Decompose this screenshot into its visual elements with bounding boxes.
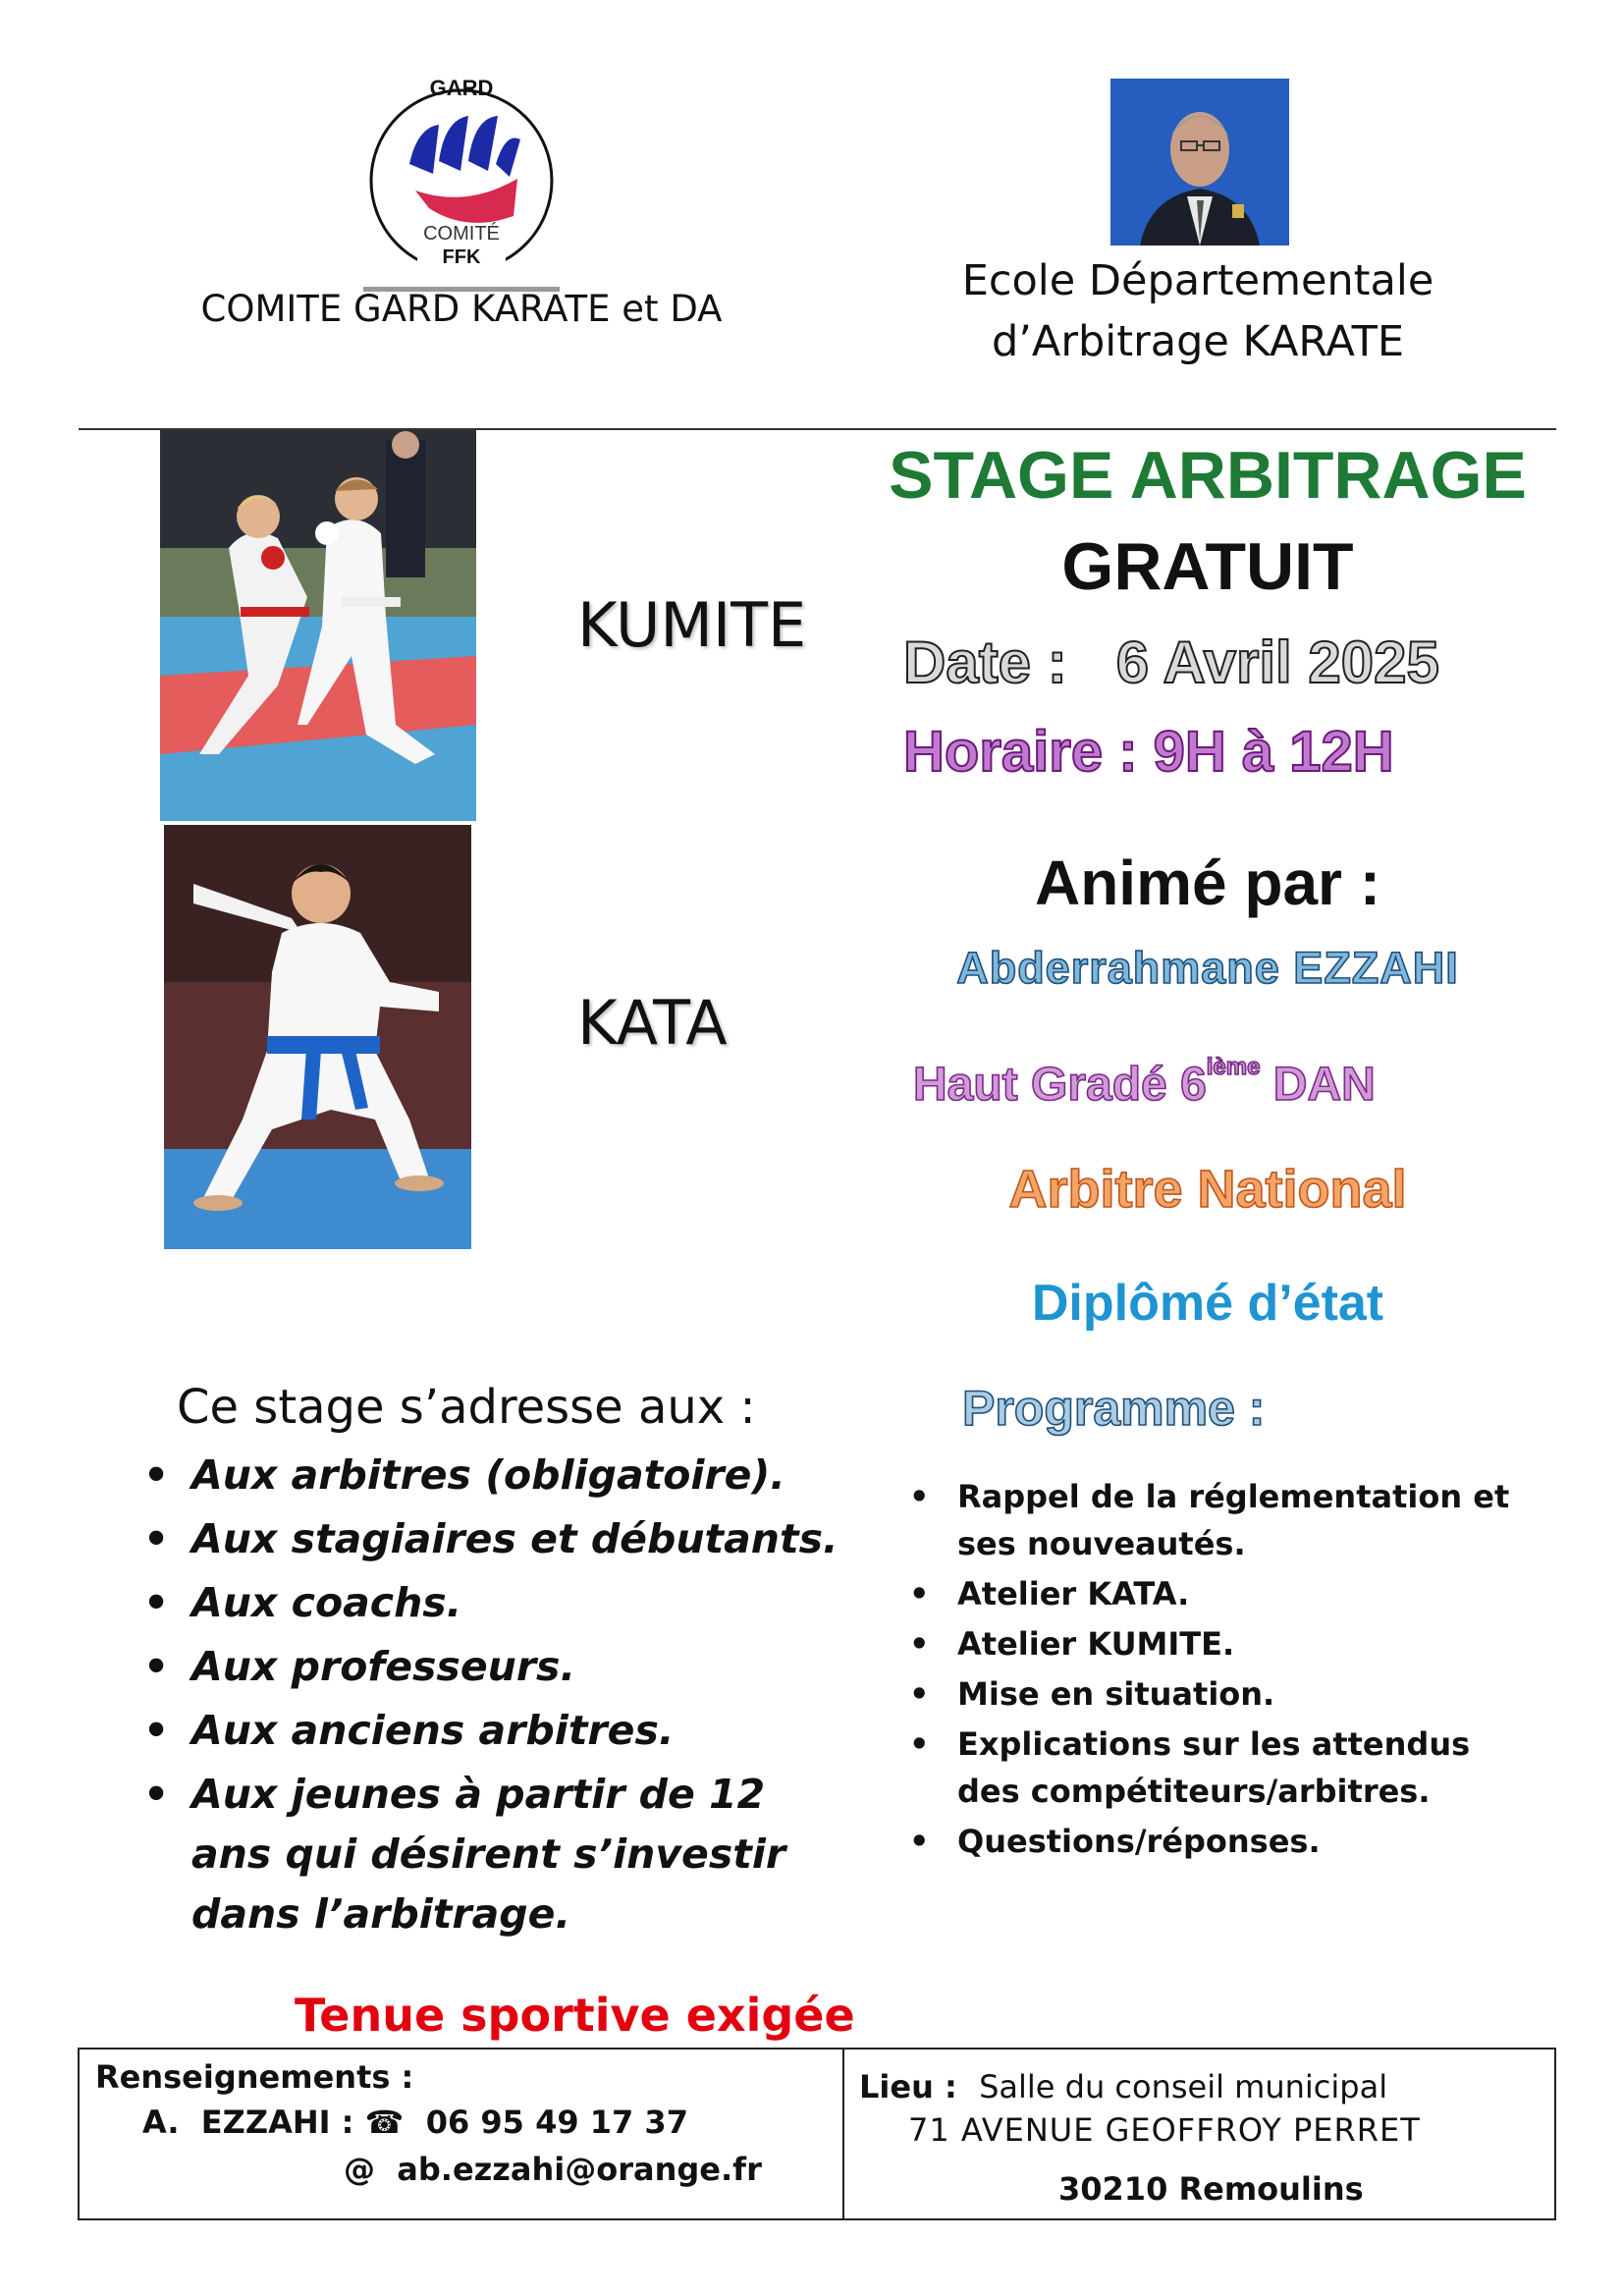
kata-photo (164, 825, 471, 1249)
kumite-photo (160, 430, 476, 821)
programme-item: • Explications sur les attendus des compétiteurs/arbitres. (903, 1721, 1542, 1815)
ecole-name (884, 250, 1512, 372)
info-box-divider (842, 2048, 844, 2220)
contact-name: A. EZZAHI : (142, 2104, 354, 2141)
contact-line (142, 2104, 688, 2141)
place-line (859, 2068, 1387, 2105)
email-icon: @ (344, 2151, 375, 2188)
programme-item: • Atelier KUMITE. (903, 1620, 1542, 1667)
phone-link[interactable]: 06 95 49 17 37 (425, 2104, 688, 2141)
trainer-title: Arbitre National (1008, 1160, 1407, 1219)
info-label: Renseignements : (95, 2058, 414, 2096)
kumite-label: KUMITE (577, 589, 807, 661)
audience-title: Ce stage s’adresse aux : (177, 1380, 756, 1435)
programme-item: • Mise en situation. (903, 1670, 1542, 1718)
programme-item: • Rappel de la réglementation et ses nouveautés. (903, 1473, 1542, 1567)
place-city: 30210 Remoulins (1058, 2170, 1364, 2208)
logo-comite-text: COMITÉ (423, 223, 500, 245)
audience-item: • Aux stagiaires et débutants. (135, 1509, 842, 1569)
date-value: 6 Avril 2025 (1115, 629, 1439, 695)
trainer-grade (913, 1054, 1376, 1112)
stage-price: GRATUIT (1061, 529, 1354, 604)
grade-suffix: DAN (1260, 1059, 1376, 1111)
audience-item: • Aux jeunes à partir de 12 ans qui désirent s’investir dans l’arbitrage. (135, 1765, 842, 1944)
audience-item: • Aux arbitres (obligatoire). (135, 1446, 842, 1505)
email-link[interactable]: ab.ezzahi@orange.fr (397, 2151, 762, 2188)
audience-item: • Aux coachs. (135, 1573, 842, 1633)
audience-item: • Aux professeurs. (135, 1637, 842, 1697)
place-label: Lieu : (859, 2068, 957, 2105)
programme-title: Programme : (962, 1381, 1266, 1436)
ecole-line-2: d’Arbitrage KARATE (991, 317, 1405, 366)
grade-prefix: Haut Gradé 6 (913, 1059, 1207, 1111)
logo-gard-text: GARD (429, 76, 494, 100)
place-street: 71 AVENUE GEOFFROY PERRET (908, 2111, 1421, 2149)
trainer-diploma: Diplômé d’état (1031, 1275, 1384, 1332)
logo-ffk-text: FFK (442, 246, 481, 268)
phone-icon: ☎ (364, 2104, 405, 2141)
trainer-intro: Animé par : (1034, 847, 1381, 918)
place-name: Salle du conseil municipal (979, 2068, 1388, 2105)
trainer-portrait (1110, 79, 1289, 246)
kata-label: KATA (577, 987, 728, 1059)
stage-title: STAGE ARBITRAGE (889, 438, 1527, 513)
audience-item: • Aux anciens arbitres. (135, 1701, 842, 1761)
date-label: Date : (903, 629, 1067, 695)
grade-sup: ième (1206, 1054, 1261, 1080)
programme-list (903, 1473, 1542, 1868)
stage-date (903, 629, 1439, 696)
ecole-line-1: Ecole Départementale (961, 256, 1434, 305)
dress-code-notice: Tenue sportive exigée (295, 1989, 855, 2042)
programme-item: • Atelier KATA. (903, 1570, 1542, 1617)
ffk-gard-logo (358, 71, 565, 292)
trainer-name: Abderrahmane EZZAHI (956, 943, 1459, 993)
programme-item: • Questions/réponses. (903, 1818, 1542, 1865)
stage-hours: Horaire : 9H à 12H (903, 720, 1394, 784)
email-line (344, 2151, 762, 2188)
comite-name: COMITE GARD KARATE et DA (200, 288, 723, 330)
audience-list (135, 1446, 842, 1948)
